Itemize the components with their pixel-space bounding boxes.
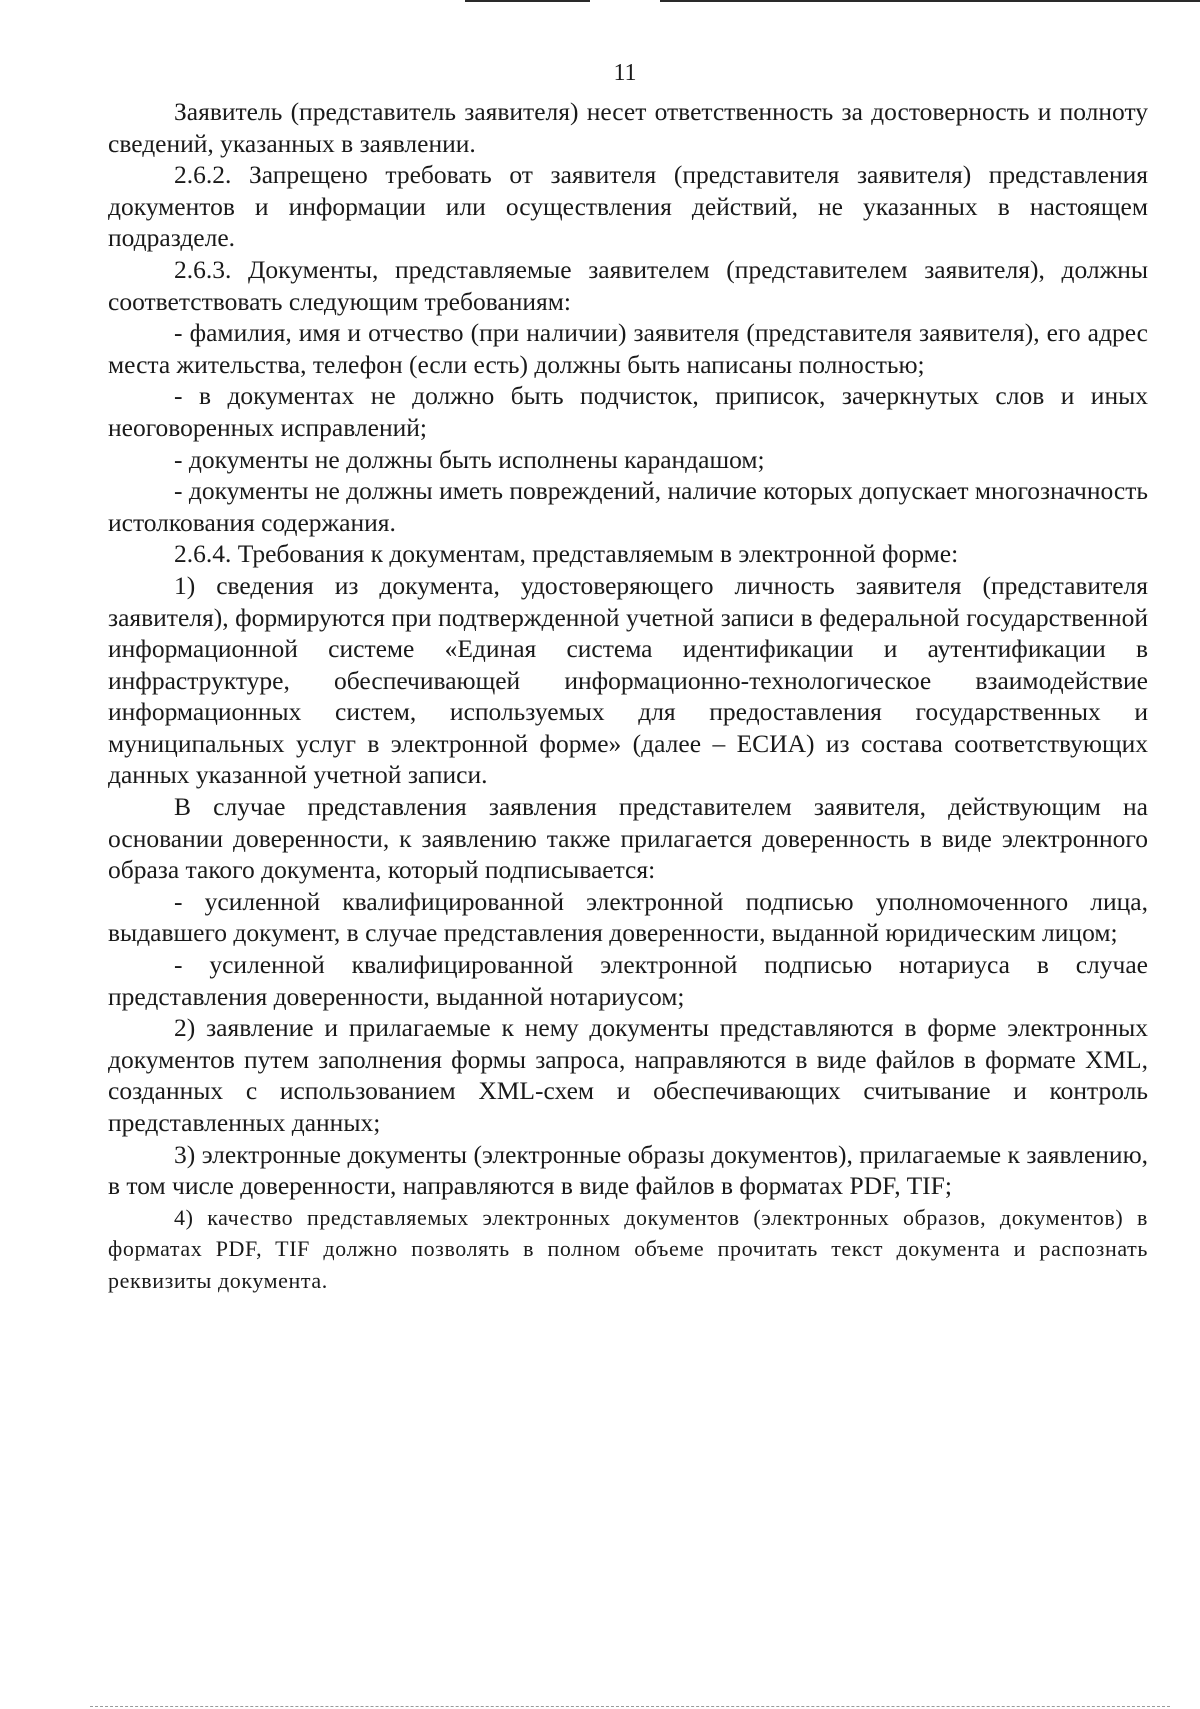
list-item-quality: 4) качество представляемых электронных документов (электронных образов, документов) в форматах PDF, TIF должно позволять в полном объеме прочитать текст документа и распознать реквизиты документа. [108, 1204, 1148, 1293]
list-item-notary-signature: - усиленной квалифицированной электронной подписью нотариуса в случае представления доверенности, выданной нотариусом; [108, 950, 1148, 1011]
list-item-no-damage: - документы не должны иметь повреждений, наличие которых допускает многозначность истолкования содержания. [108, 476, 1148, 537]
list-item-authorized-signature: - усиленной квалифицированной электронной подписью уполномоченного лица, выдавшего документ, в случае представления доверенности, выданной юридическим лицом; [108, 886, 1148, 948]
top-scan-rule-gap [590, 0, 660, 2]
page-number: 11 [613, 60, 637, 86]
paragraph-2-6-4: 2.6.4. Требования к документам, представляемым в электронной форме: [174, 539, 959, 569]
list-item-full-name: - фамилия, имя и отчество (при наличии) заявителя (представителя заявителя), его адрес места жительства, телефон (если есть) должны быть написаны полностью; [108, 318, 1148, 379]
list-item-no-erasures: - в документах не должно быть подчисток, приписок, зачеркнутых слов и иных неоговоренных исправлений; [108, 381, 1148, 442]
bottom-scan-edge [90, 1705, 1170, 1707]
paragraph-2-6-2: 2.6.2. Запрещено требовать от заявителя (представителя заявителя) представления документов и информации или осуществления действий, не указанных в настоящем подразделе. [108, 160, 1148, 253]
paragraph-power-of-attorney: В случае представления заявления представителем заявителя, действующим на основании доверенности, к заявлению также прилагается доверенность в виде электронного образа такого документа, который подписывается: [108, 792, 1148, 885]
list-item-esia: 1) сведения из документа, удостоверяющего личность заявителя (представителя заявителя), формируются при подтвержденной учетной записи в федеральной государственной информационной системе «Единая система идентификации и аутентификации в инфраструктуре, обеспечивающей информационно-технологическое взаимодействие информационных систем, используемых для предоставления государственных и муниципальных услуг в электронной форме» (далее – ЕСИА) из состава соответствующих данных указанной учетной записи. [108, 570, 1148, 790]
list-item-xml-format: 2) заявление и прилагаемые к нему документы представляются в форме электронных документов путем заполнения формы запроса, направляются в виде файлов в формате XML, созданных с использованием XML-схем и обеспечивающих считывание и контроль представленных данных; [108, 1013, 1148, 1137]
list-item-pdf-tif: 3) электронные документы (электронные образы документов), прилагаемые к заявлению, в том числе доверенности, направляются в виде файлов в форматах PDF, TIF; [108, 1139, 1148, 1201]
list-item-no-pencil: - документы не должны быть исполнены карандашом; [174, 444, 765, 474]
paragraph-2-6-3: 2.6.3. Документы, представляемые заявителем (представителем заявителя), должны соответствовать следующим требованиям: [108, 254, 1148, 316]
paragraph-responsibility: Заявитель (представитель заявителя) несет ответственность за достоверность и полноту сведений, указанных в заявлении. [108, 97, 1148, 158]
document-body [108, 96, 1148, 1297]
top-scan-rule [465, 0, 1200, 2]
